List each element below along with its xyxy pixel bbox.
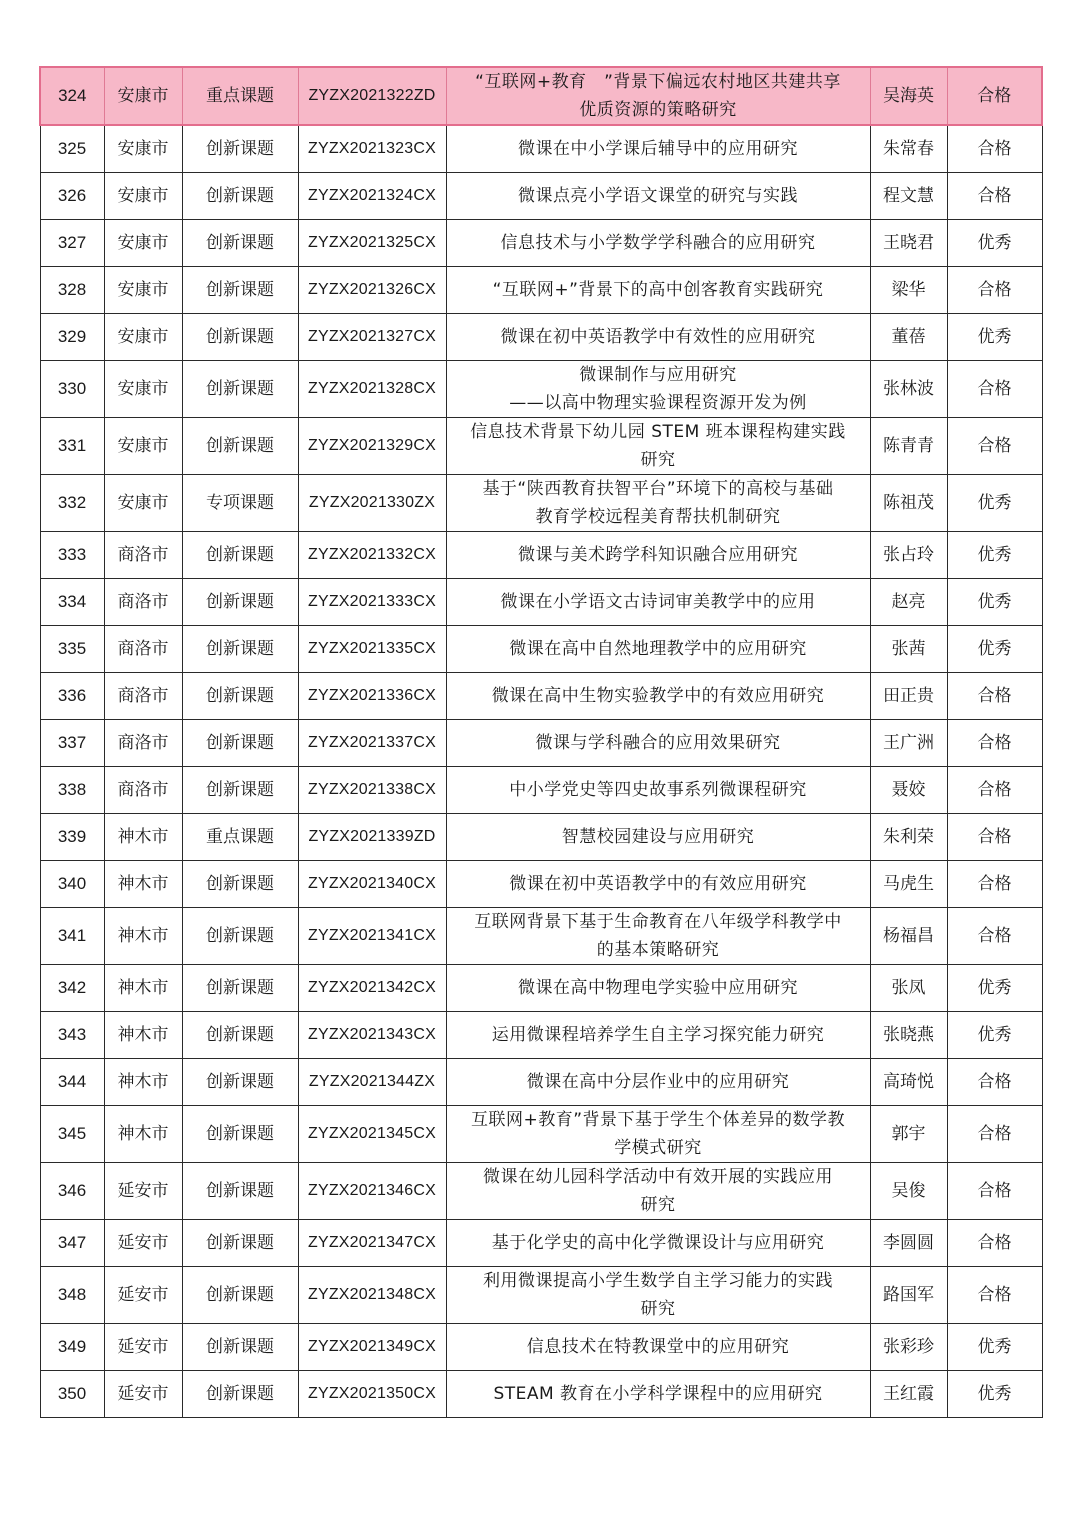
results-sheet [39, 66, 1041, 1418]
leader-cell: 梁华 [870, 267, 947, 314]
result-cell: 合格 [947, 67, 1042, 125]
leader-cell: 张林波 [870, 361, 947, 418]
result-cell: 优秀 [947, 1324, 1042, 1371]
row-number: 331 [40, 418, 104, 475]
result-cell: 合格 [947, 173, 1042, 220]
row-number: 336 [40, 673, 104, 720]
project-title-line: 微课在初中英语教学中的有效应用研究 [509, 874, 807, 894]
row-number: 346 [40, 1163, 104, 1220]
city-cell: 延安市 [104, 1267, 182, 1324]
project-type-cell: 创新课题 [182, 673, 298, 720]
city-cell: 安康市 [104, 361, 182, 418]
row-number: 347 [40, 1220, 104, 1267]
project-type-cell: 创新课题 [182, 861, 298, 908]
result-cell: 合格 [947, 418, 1042, 475]
leader-cell: 张凤 [870, 965, 947, 1012]
project-title-line: ——以高中物理实验课程资源开发为例 [509, 393, 807, 413]
city-cell: 延安市 [104, 1324, 182, 1371]
project-type-cell: 创新课题 [182, 908, 298, 965]
table-row [40, 579, 1042, 626]
leader-cell: 路国军 [870, 1267, 947, 1324]
row-number: 338 [40, 767, 104, 814]
project-type-cell: 创新课题 [182, 1059, 298, 1106]
row-number: 343 [40, 1012, 104, 1059]
project-type-cell: 创新课题 [182, 173, 298, 220]
project-title-cell [446, 173, 870, 220]
project-title-cell [446, 579, 870, 626]
table-row [40, 173, 1042, 220]
leader-cell: 董蓓 [870, 314, 947, 361]
project-code-cell: ZYZX2021330ZX [298, 475, 446, 532]
project-type-cell: 创新课题 [182, 220, 298, 267]
row-number: 333 [40, 532, 104, 579]
project-title-line: 互联网背景下基于生命教育在八年级学科教学中 [474, 912, 842, 932]
results-table [39, 66, 1043, 1418]
city-cell: 延安市 [104, 1163, 182, 1220]
result-cell: 合格 [947, 861, 1042, 908]
project-code-cell: ZYZX2021350CX [298, 1371, 446, 1418]
project-type-cell: 创新课题 [182, 965, 298, 1012]
table-row [40, 965, 1042, 1012]
table-row [40, 532, 1042, 579]
leader-cell: 朱利荣 [870, 814, 947, 861]
project-title-cell [446, 67, 870, 125]
project-title-cell [446, 314, 870, 361]
table-row [40, 673, 1042, 720]
result-cell: 合格 [947, 908, 1042, 965]
result-cell: 合格 [947, 1106, 1042, 1163]
row-number: 344 [40, 1059, 104, 1106]
project-code-cell: ZYZX2021340CX [298, 861, 446, 908]
result-cell: 优秀 [947, 532, 1042, 579]
row-number: 349 [40, 1324, 104, 1371]
project-title-line: 微课在高中分层作业中的应用研究 [526, 1072, 790, 1092]
project-title-line: 优质资源的策略研究 [579, 100, 737, 120]
project-title-cell [446, 1163, 870, 1220]
project-title-cell [446, 814, 870, 861]
project-code-cell: ZYZX2021325CX [298, 220, 446, 267]
result-cell: 合格 [947, 1059, 1042, 1106]
project-title-line: 基于化学史的高中化学微课设计与应用研究 [491, 1233, 825, 1253]
project-code-cell: ZYZX2021333CX [298, 579, 446, 626]
project-title-line: 利用微课提高小学生数学自主学习能力的实践 [483, 1271, 833, 1291]
city-cell: 神木市 [104, 908, 182, 965]
project-title-cell [446, 720, 870, 767]
project-title-line: 信息技术在特教课堂中的应用研究 [526, 1337, 790, 1357]
project-code-cell: ZYZX2021324CX [298, 173, 446, 220]
project-code-cell: ZYZX2021349CX [298, 1324, 446, 1371]
row-number: 329 [40, 314, 104, 361]
project-title-line: 研究 [640, 1299, 676, 1319]
project-type-cell: 专项课题 [182, 475, 298, 532]
table-row [40, 418, 1042, 475]
project-type-cell: 创新课题 [182, 267, 298, 314]
project-title-cell [446, 1106, 870, 1163]
project-code-cell: ZYZX2021323CX [298, 125, 446, 173]
project-type-cell: 重点课题 [182, 67, 298, 125]
leader-cell: 高琦悦 [870, 1059, 947, 1106]
result-cell: 合格 [947, 1163, 1042, 1220]
leader-cell: 聂姣 [870, 767, 947, 814]
project-title-line: “互联网+”背景下的高中创客教育实践研究 [492, 280, 824, 300]
city-cell: 安康市 [104, 220, 182, 267]
table-row [40, 1267, 1042, 1324]
table-row [40, 67, 1042, 125]
row-number: 341 [40, 908, 104, 965]
project-title-cell [446, 1324, 870, 1371]
result-cell: 合格 [947, 361, 1042, 418]
leader-cell: 张占玲 [870, 532, 947, 579]
project-type-cell: 创新课题 [182, 1012, 298, 1059]
leader-cell: 田正贵 [870, 673, 947, 720]
leader-cell: 王广洲 [870, 720, 947, 767]
project-title-line: 智慧校园建设与应用研究 [561, 827, 755, 847]
row-number: 328 [40, 267, 104, 314]
row-number: 330 [40, 361, 104, 418]
project-title-cell [446, 1012, 870, 1059]
city-cell: 安康市 [104, 314, 182, 361]
project-code-cell: ZYZX2021337CX [298, 720, 446, 767]
project-type-cell: 创新课题 [182, 1106, 298, 1163]
project-code-cell: ZYZX2021342CX [298, 965, 446, 1012]
table-row [40, 125, 1042, 173]
project-title-line: 中小学党史等四史故事系列微课程研究 [509, 780, 807, 800]
project-title-cell [446, 1059, 870, 1106]
project-type-cell: 创新课题 [182, 418, 298, 475]
table-row [40, 861, 1042, 908]
project-code-cell: ZYZX2021328CX [298, 361, 446, 418]
project-title-cell [446, 418, 870, 475]
result-cell: 优秀 [947, 626, 1042, 673]
project-title-line: 互联网+教育”背景下基于学生个体差异的数学教 [470, 1110, 846, 1130]
leader-cell: 程文慧 [870, 173, 947, 220]
project-title-cell [446, 1267, 870, 1324]
project-code-cell: ZYZX2021336CX [298, 673, 446, 720]
project-code-cell: ZYZX2021339ZD [298, 814, 446, 861]
result-cell: 合格 [947, 720, 1042, 767]
project-code-cell: ZYZX2021322ZD [298, 67, 446, 125]
project-code-cell: ZYZX2021344ZX [298, 1059, 446, 1106]
city-cell: 安康市 [104, 67, 182, 125]
project-title-line: 微课点亮小学语文课堂的研究与实践 [518, 186, 798, 206]
project-code-cell: ZYZX2021341CX [298, 908, 446, 965]
city-cell: 安康市 [104, 475, 182, 532]
project-title-cell [446, 125, 870, 173]
table-row [40, 814, 1042, 861]
row-number: 332 [40, 475, 104, 532]
project-title-line: 微课与学科融合的应用效果研究 [535, 733, 781, 753]
result-cell: 优秀 [947, 314, 1042, 361]
project-type-cell: 创新课题 [182, 532, 298, 579]
project-title-line: STEAM 教育在小学科学课程中的应用研究 [493, 1384, 823, 1404]
project-title-line: 信息技术背景下幼儿园 STEM 班本课程构建实践 [470, 422, 846, 442]
result-cell: 合格 [947, 1267, 1042, 1324]
leader-cell: 陈青青 [870, 418, 947, 475]
leader-cell: 杨福昌 [870, 908, 947, 965]
project-title-line: 微课在高中生物实验教学中的有效应用研究 [491, 686, 825, 706]
project-title-line: 研究 [640, 450, 676, 470]
project-title-line: 研究 [640, 1195, 676, 1215]
city-cell: 商洛市 [104, 626, 182, 673]
table-row [40, 1163, 1042, 1220]
project-type-cell: 创新课题 [182, 125, 298, 173]
project-title-cell [446, 220, 870, 267]
leader-cell: 李圆圆 [870, 1220, 947, 1267]
city-cell: 神木市 [104, 861, 182, 908]
table-row [40, 720, 1042, 767]
row-number: 345 [40, 1106, 104, 1163]
project-code-cell: ZYZX2021338CX [298, 767, 446, 814]
project-type-cell: 创新课题 [182, 1371, 298, 1418]
project-title-line: 微课在高中自然地理教学中的应用研究 [509, 639, 807, 659]
project-type-cell: 创新课题 [182, 361, 298, 418]
project-title-cell [446, 475, 870, 532]
row-number: 325 [40, 125, 104, 173]
project-type-cell: 创新课题 [182, 1324, 298, 1371]
leader-cell: 马虎生 [870, 861, 947, 908]
project-title-line: 的基本策略研究 [596, 940, 720, 960]
table-row [40, 1059, 1042, 1106]
row-number: 342 [40, 965, 104, 1012]
result-cell: 优秀 [947, 1371, 1042, 1418]
project-title-line: 运用微课程培养学生自主学习探究能力研究 [491, 1025, 825, 1045]
city-cell: 安康市 [104, 418, 182, 475]
leader-cell: 王晓君 [870, 220, 947, 267]
project-title-cell [446, 861, 870, 908]
table-row [40, 1106, 1042, 1163]
leader-cell: 吴俊 [870, 1163, 947, 1220]
leader-cell: 王红霞 [870, 1371, 947, 1418]
project-title-cell [446, 767, 870, 814]
project-title-line: 微课在小学语文古诗词审美教学中的应用 [500, 592, 816, 612]
project-type-cell: 创新课题 [182, 579, 298, 626]
leader-cell: 郭宇 [870, 1106, 947, 1163]
city-cell: 神木市 [104, 1059, 182, 1106]
project-title-line: 基于“陕西教育扶智平台”环境下的高校与基础 [482, 479, 834, 499]
result-cell: 合格 [947, 125, 1042, 173]
result-cell: 合格 [947, 767, 1042, 814]
project-type-cell: 创新课题 [182, 1220, 298, 1267]
project-title-cell [446, 532, 870, 579]
project-title-line: 微课与美术跨学科知识融合应用研究 [518, 545, 798, 565]
table-row [40, 314, 1042, 361]
city-cell: 商洛市 [104, 532, 182, 579]
city-cell: 安康市 [104, 267, 182, 314]
project-type-cell: 创新课题 [182, 314, 298, 361]
table-row [40, 1324, 1042, 1371]
city-cell: 商洛市 [104, 720, 182, 767]
leader-cell: 陈祖茂 [870, 475, 947, 532]
project-code-cell: ZYZX2021347CX [298, 1220, 446, 1267]
project-title-line: 教育学校远程美育帮扶机制研究 [535, 507, 781, 527]
project-title-line: “互联网+教育 ”背景下偏远农村地区共建共享 [475, 72, 841, 92]
project-title-cell [446, 908, 870, 965]
city-cell: 延安市 [104, 1220, 182, 1267]
row-number: 326 [40, 173, 104, 220]
project-type-cell: 创新课题 [182, 1163, 298, 1220]
city-cell: 商洛市 [104, 673, 182, 720]
row-number: 340 [40, 861, 104, 908]
project-code-cell: ZYZX2021335CX [298, 626, 446, 673]
city-cell: 安康市 [104, 125, 182, 173]
table-row [40, 908, 1042, 965]
project-title-cell [446, 1220, 870, 1267]
table-row [40, 267, 1042, 314]
leader-cell: 张茜 [870, 626, 947, 673]
project-title-line: 微课在幼儿园科学活动中有效开展的实践应用 [483, 1167, 833, 1187]
leader-cell: 张彩珍 [870, 1324, 947, 1371]
row-number: 348 [40, 1267, 104, 1324]
leader-cell: 张晓燕 [870, 1012, 947, 1059]
project-title-line: 信息技术与小学数学学科融合的应用研究 [500, 233, 816, 253]
city-cell: 商洛市 [104, 579, 182, 626]
result-cell: 合格 [947, 1220, 1042, 1267]
project-title-cell [446, 361, 870, 418]
row-number: 327 [40, 220, 104, 267]
project-type-cell: 创新课题 [182, 626, 298, 673]
result-cell: 优秀 [947, 220, 1042, 267]
result-cell: 优秀 [947, 965, 1042, 1012]
table-row [40, 626, 1042, 673]
city-cell: 神木市 [104, 1012, 182, 1059]
row-number: 334 [40, 579, 104, 626]
project-code-cell: ZYZX2021346CX [298, 1163, 446, 1220]
table-row [40, 1371, 1042, 1418]
city-cell: 商洛市 [104, 767, 182, 814]
row-number: 339 [40, 814, 104, 861]
row-number: 335 [40, 626, 104, 673]
leader-cell: 赵亮 [870, 579, 947, 626]
project-type-cell: 创新课题 [182, 720, 298, 767]
project-code-cell: ZYZX2021327CX [298, 314, 446, 361]
project-type-cell: 创新课题 [182, 1267, 298, 1324]
city-cell: 神木市 [104, 814, 182, 861]
row-number: 324 [40, 67, 104, 125]
table-row [40, 475, 1042, 532]
project-code-cell: ZYZX2021348CX [298, 1267, 446, 1324]
project-title-cell [446, 1371, 870, 1418]
project-type-cell: 重点课题 [182, 814, 298, 861]
project-title-cell [446, 965, 870, 1012]
project-title-line: 微课在初中英语教学中有效性的应用研究 [500, 327, 816, 347]
project-code-cell: ZYZX2021345CX [298, 1106, 446, 1163]
project-code-cell: ZYZX2021329CX [298, 418, 446, 475]
city-cell: 延安市 [104, 1371, 182, 1418]
project-code-cell: ZYZX2021343CX [298, 1012, 446, 1059]
project-title-line: 微课在中小学课后辅导中的应用研究 [518, 139, 798, 159]
leader-cell: 吴海英 [870, 67, 947, 125]
project-title-line: 微课在高中物理电学实验中应用研究 [518, 978, 798, 998]
result-cell: 优秀 [947, 579, 1042, 626]
table-row [40, 1012, 1042, 1059]
leader-cell: 朱常春 [870, 125, 947, 173]
table-row [40, 220, 1042, 267]
project-title-cell [446, 267, 870, 314]
table-row [40, 767, 1042, 814]
city-cell: 神木市 [104, 965, 182, 1012]
project-title-line: 微课制作与应用研究 [579, 365, 737, 385]
result-cell: 合格 [947, 673, 1042, 720]
project-title-cell [446, 673, 870, 720]
result-cell: 合格 [947, 814, 1042, 861]
city-cell: 神木市 [104, 1106, 182, 1163]
result-cell: 优秀 [947, 1012, 1042, 1059]
result-cell: 优秀 [947, 475, 1042, 532]
project-code-cell: ZYZX2021332CX [298, 532, 446, 579]
project-code-cell: ZYZX2021326CX [298, 267, 446, 314]
city-cell: 安康市 [104, 173, 182, 220]
row-number: 337 [40, 720, 104, 767]
project-title-line: 学模式研究 [614, 1138, 702, 1158]
result-cell: 合格 [947, 267, 1042, 314]
project-title-cell [446, 626, 870, 673]
row-number: 350 [40, 1371, 104, 1418]
project-type-cell: 创新课题 [182, 767, 298, 814]
table-row [40, 361, 1042, 418]
table-row [40, 1220, 1042, 1267]
table-body [40, 67, 1042, 1418]
